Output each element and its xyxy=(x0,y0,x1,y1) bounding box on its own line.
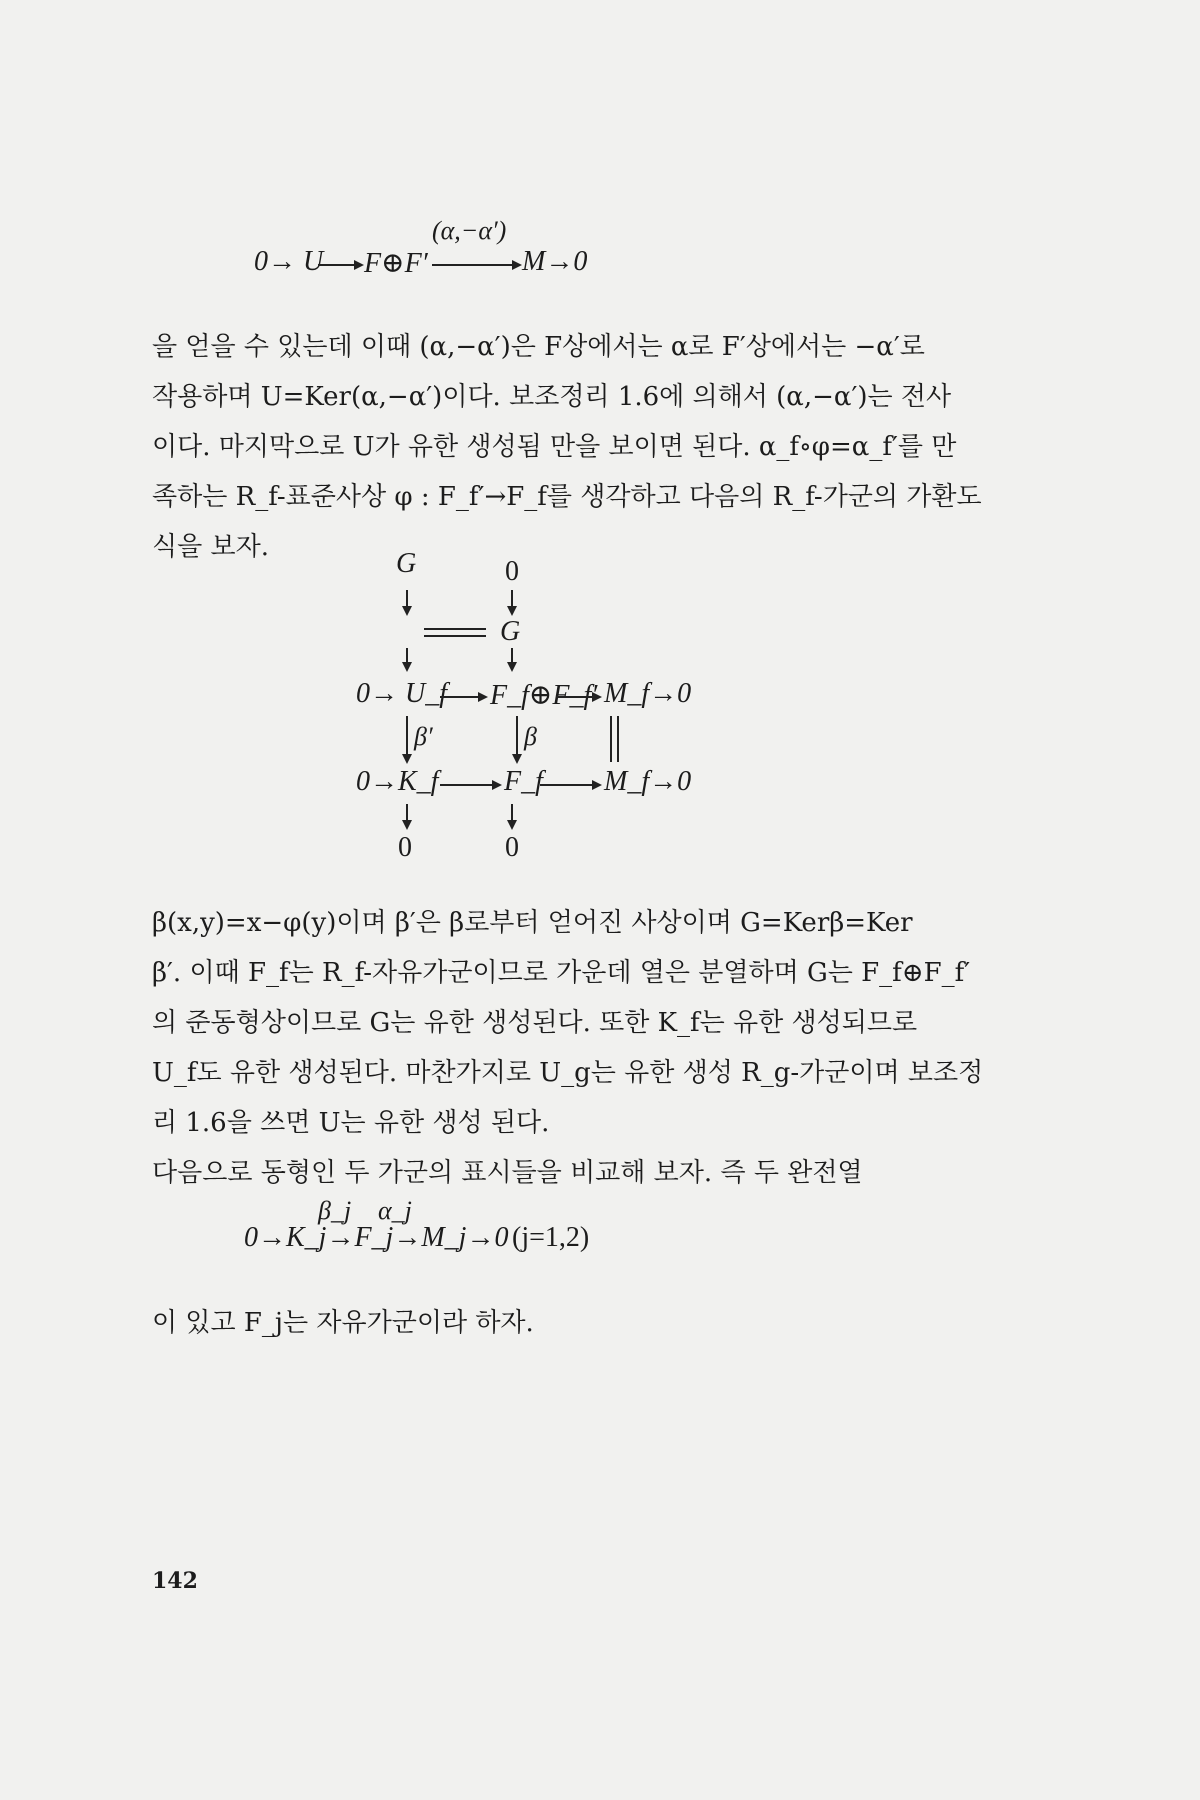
diagram-arrow-down xyxy=(406,590,408,614)
diagram-row1-right: M_f→0 xyxy=(604,678,692,709)
paragraph-3 xyxy=(152,1298,1032,1348)
paragraph-1-line: 식을 보자. xyxy=(152,532,269,562)
paragraph-1-line: 을 얻을 수 있는데 이때 (α,−α′)은 F상에서는 α로 F′상에서는 −α′로 xyxy=(152,332,925,362)
seq1-right: M→0 xyxy=(522,246,588,277)
paragraph-1-line: 족하는 R_f-표준사상 φ : F_f′→F_f를 생각하고 다음의 R_f-가군의 가환도 xyxy=(152,482,982,512)
beta-label: β xyxy=(524,722,537,751)
paragraph-2-line: U_f도 유한 생성된다. 마찬가지로 U_g는 유한 생성 R_g-가군이며 보조정 xyxy=(152,1058,984,1088)
diagram-row1-arrow xyxy=(440,696,486,698)
diagram-top-left: G xyxy=(396,548,417,579)
diagram-row2-arrow xyxy=(440,784,500,786)
beta-prime-arrow xyxy=(406,716,408,762)
alpha-pair-label: (α,−α′) xyxy=(432,216,507,245)
diagram-arrow-down xyxy=(511,648,513,670)
seq1-left: 0→ U xyxy=(254,246,324,277)
paragraph-2-line: β(x,y)=x−φ(y)이며 β′은 β로부터 얻어진 사상이며 G=Kerβ=Ker xyxy=(152,908,913,938)
beta-j-label: β_j xyxy=(318,1196,352,1225)
paragraph-3-line: 이 있고 F_j는 자유가군이라 하자. xyxy=(152,1308,534,1338)
beta-prime-label: β′ xyxy=(414,722,433,751)
diagram-row1-mid: F_f⊕F_f′ xyxy=(490,680,598,711)
diagram-row1-left: 0→ U_f xyxy=(356,678,447,709)
seq2-text: 0→K_j→F_j→M_j→0 xyxy=(244,1222,509,1253)
paragraph-1-line: 이다. 마지막으로 U가 유한 생성됨 만을 보이면 된다. α_f∘φ=α_f′를 만 xyxy=(152,432,957,462)
paragraph-2 xyxy=(152,898,1032,1198)
diagram-row2-right: M_f→0 xyxy=(604,766,692,797)
diagram-row1-arrow xyxy=(556,696,600,698)
diagram-row2-arrow xyxy=(540,784,600,786)
paragraph-2-line: 리 1.6을 쓰면 U는 유한 생성 된다. xyxy=(152,1108,550,1138)
paragraph-2-line: β′. 이때 F_f는 R_f-자유가군이므로 가운데 열은 분열하며 G는 F_f⊕F_f′ xyxy=(152,958,971,988)
diagram-arrow-down xyxy=(511,804,513,828)
alpha-j-label: α_j xyxy=(378,1196,412,1225)
paragraph-1 xyxy=(152,322,1032,572)
diagram-arrow-down xyxy=(406,648,408,670)
diagram-identity xyxy=(610,716,619,762)
diagram-top-right: 0 xyxy=(505,556,519,587)
diagram-row2-mid: F_f xyxy=(504,766,543,797)
diagram-equals xyxy=(424,628,486,637)
diagram-arrow-down xyxy=(511,590,513,614)
diagram-arrow-down xyxy=(406,804,408,828)
seq1-arrow-1 xyxy=(318,264,362,266)
paragraph-2-line: 다음으로 동형인 두 가군의 표시들을 비교해 보자. 즉 두 완전열 xyxy=(152,1158,863,1188)
paragraph-2-line: 의 준동형상이므로 G는 유한 생성된다. 또한 K_f는 유한 생성되므로 xyxy=(152,1008,918,1038)
diagram-bottom-left: 0 xyxy=(398,832,412,863)
beta-arrow xyxy=(516,716,518,762)
diagram-mid-right: G xyxy=(500,616,521,647)
paragraph-1-line: 작용하며 U=Ker(α,−α′)이다. 보조정리 1.6에 의해서 (α,−α′)는 전사 xyxy=(152,382,952,412)
page-number: 142 xyxy=(152,1568,198,1594)
seq1-mid: F⊕F′ xyxy=(364,248,428,279)
seq2-index: (j=1,2) xyxy=(512,1222,590,1253)
seq1-arrow-2 xyxy=(432,264,520,266)
diagram-bottom-right: 0 xyxy=(505,832,519,863)
diagram-row2-left: 0→K_f xyxy=(356,766,439,797)
